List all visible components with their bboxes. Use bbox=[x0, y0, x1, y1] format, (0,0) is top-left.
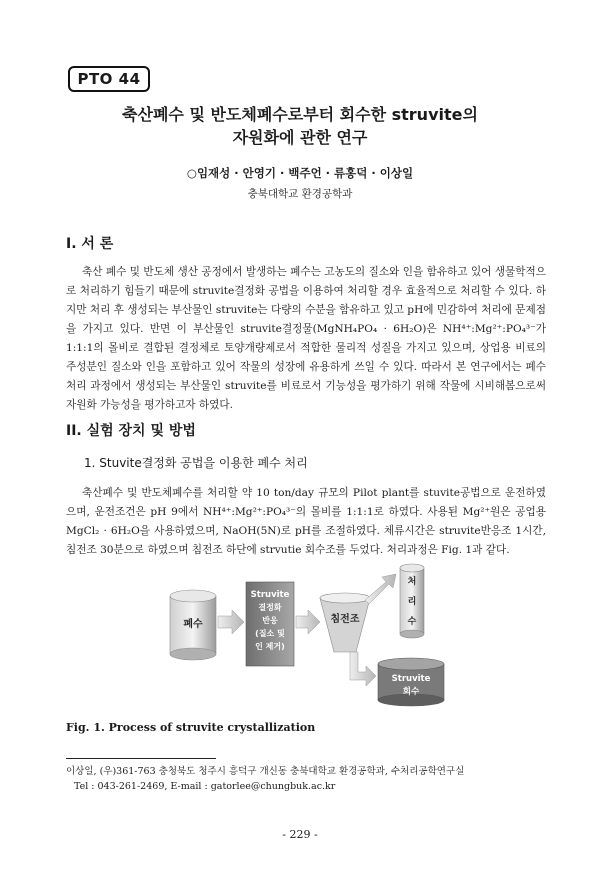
reactor-label-3: 반응 bbox=[262, 616, 278, 625]
methods-paragraph bbox=[66, 484, 546, 560]
footnote-contact: Tel : 043-261-2469, E-mail : gatorlee@chungbuk.ac.kr bbox=[74, 781, 336, 792]
page-number: - 229 - bbox=[282, 828, 318, 841]
affiliation: 충북대학교 환경공학과 bbox=[247, 188, 353, 200]
wastewater-tank bbox=[170, 590, 216, 660]
methods-text: 축산폐수 및 반도체폐수를 처리할 약 10 ton/day 규모의 Pilot plant를 stuvite공법으로 운전하였으며, 운전조건은 pH 9에서 NH⁴⁺:Mg²⁺:PO₄³⁻의 몰비를 1:1:1로 하였다. 사용된 Mg²⁺원은 공업용 MgCl₂ · 6H₂O을 사용하였으며, NaOH(5N)로 pH를 조절하였다. 체류시간은 struvite반응조 1시간, 침전조 30분으로 하였으며 침전조 하단에 strvutie 회수조를 두었다. 처리과정은 Fig. 1과 같다. bbox=[66, 487, 546, 556]
settling-tank bbox=[320, 593, 370, 652]
treated-water-tank bbox=[400, 564, 424, 638]
section-heading-introduction: I. 서 론 bbox=[66, 236, 114, 252]
struvite-reactor bbox=[246, 582, 294, 666]
settling-tank-label: 침전조 bbox=[330, 614, 360, 625]
flow-arrow-4 bbox=[350, 652, 376, 686]
introduction-paragraph bbox=[66, 263, 546, 415]
section-heading-methods: II. 실험 장치 및 방법 bbox=[66, 423, 196, 439]
recovery-label-2: 회수 bbox=[402, 687, 420, 697]
subsection-heading-struvite: 1. Stuvite결정화 공법을 이용한 폐수 처리 bbox=[84, 456, 308, 470]
treated-water-label-3: 수 bbox=[407, 617, 417, 627]
process-diagram bbox=[160, 560, 460, 710]
figure-caption: Fig. 1. Process of struvite crystallization bbox=[66, 721, 316, 734]
reactor-label-4: (질소 및 bbox=[255, 629, 285, 638]
footnote bbox=[66, 764, 546, 794]
reactor-label-1: Struvite bbox=[250, 590, 290, 600]
flow-arrow-2 bbox=[296, 610, 320, 634]
paper-title-line1: 축산폐수 및 반도체폐수로부터 회수한 struvite의 bbox=[122, 105, 478, 124]
wastewater-label: 폐수 bbox=[183, 619, 203, 630]
recovery-label-1: Struvite bbox=[391, 674, 431, 684]
treated-water-label-1: 처 bbox=[407, 577, 417, 587]
footnote-divider bbox=[66, 758, 216, 759]
flow-arrow-1 bbox=[218, 610, 244, 634]
session-badge: PTO 44 bbox=[68, 66, 150, 92]
reactor-label-2: 결정화 bbox=[258, 603, 282, 612]
paper-title-line2: 자원화에 관한 연구 bbox=[232, 128, 368, 147]
introduction-text: 축산 폐수 및 반도체 생산 공정에서 발생하는 폐수는 고농도의 질소와 인을 함유하고 있어 생물학적으로 처리하기 힘들기 때문에 struvite결정화 공법을 이용하여 처리할 경우 효율적으로 처리할 수 있다. 하지만 처리 후 생성되는 부산물인 struvite는 다량의 수분을 함유하고 있고 pH에 민감하여 처리에 문제점을 가지고 있다. 반면 이 부산물인 struvite결정물(MgNH₄PO₄ · 6H₂O)은 NH⁴⁺:Mg²⁺:PO₄³⁻가 1:1:1의 몰비로 결합된 결정체로 토양개량제로서 적합한 물리적 성질을 가지고 있으며, 상업용 비료의 주성분인 질소와 인을 포함하고 있어 작물의 성장에 유용하게 쓰일 수 있다. 따라서 본 연구에서는 폐수처리 과정에서 생성되는 부산물인 struvite를 비료로서 기능성을 평가하기 위해 작물에 시비해봄으로써 자원화 가능성을 평가하고자 하였다. bbox=[66, 266, 546, 411]
flow-arrow-3 bbox=[365, 574, 396, 604]
author-list: ○임재성 · 안영기 · 백주언 · 류홍덕 · 이상일 bbox=[186, 166, 414, 180]
reactor-label-5: 인 제거) bbox=[255, 642, 285, 651]
treated-water-label-2: 리 bbox=[407, 597, 417, 607]
footnote-address: 이상일, (우)361-763 충청북도 청주시 흥덕구 개신동 충북대학교 환경공학과, 수처리공학연구실 bbox=[66, 766, 465, 777]
struvite-recovery-tank bbox=[378, 658, 444, 706]
